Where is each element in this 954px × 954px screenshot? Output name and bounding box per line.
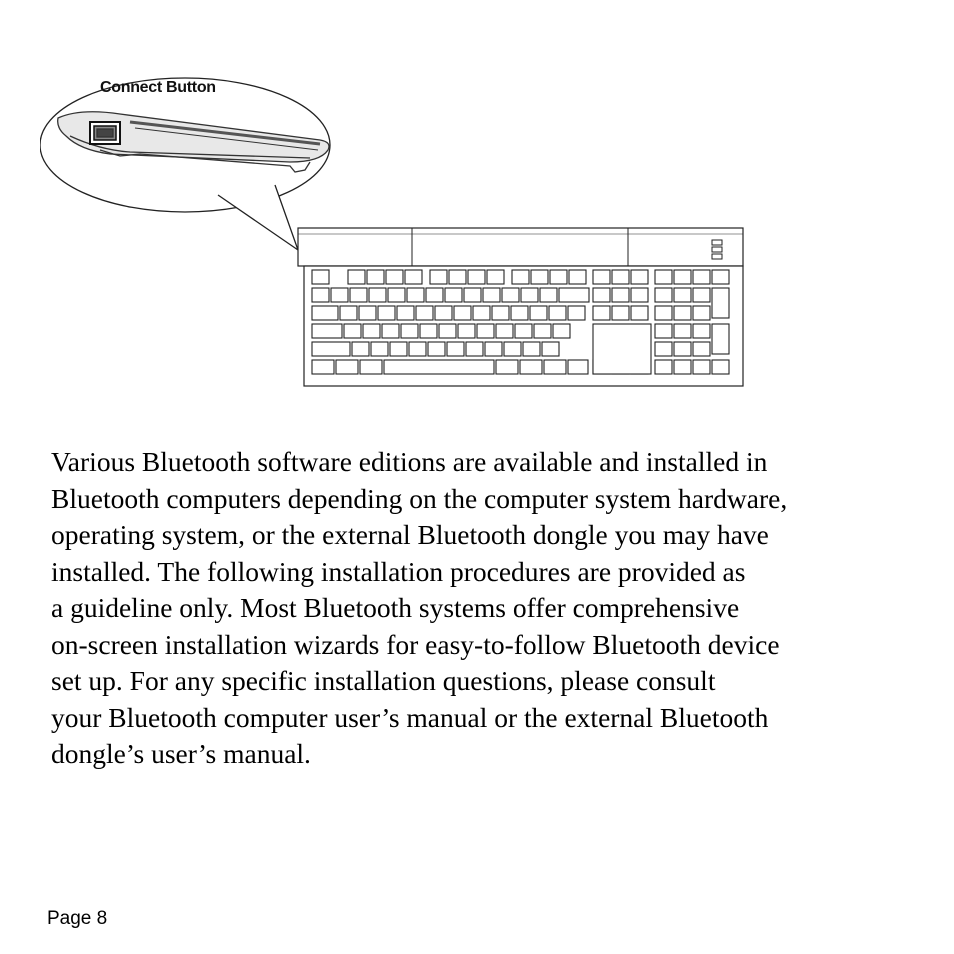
keyboard-key	[359, 306, 376, 320]
keyboard-key	[712, 360, 729, 374]
keyboard-key	[473, 306, 490, 320]
keyboard-key	[612, 288, 629, 302]
body-line: set up. For any specific installation questions, please consult	[51, 665, 716, 696]
connect-button-label: Connect Button	[100, 79, 216, 96]
keyboard-key	[612, 306, 629, 320]
keyboard-key	[397, 306, 414, 320]
keyboard-key	[559, 288, 589, 302]
keyboard-key	[352, 342, 369, 356]
callout-tail	[218, 185, 298, 250]
body-line: dongle’s user’s manual.	[51, 738, 311, 769]
keyboard-key	[477, 324, 494, 338]
keyboard-key	[439, 324, 456, 338]
keyboard-key	[693, 288, 710, 302]
body-line: a guideline only. Most Bluetooth systems offer comprehensive	[51, 592, 740, 623]
keyboard-key	[712, 324, 729, 354]
keyboard-key	[348, 270, 365, 284]
keyboard-key	[485, 342, 502, 356]
keyboard-key	[416, 306, 433, 320]
keyboard-key	[531, 270, 548, 284]
keyboard-key	[550, 270, 567, 284]
keyboard-key	[655, 324, 672, 338]
keyboard-key	[312, 342, 350, 356]
keyboard-key	[674, 270, 691, 284]
keyboard-key	[428, 342, 445, 356]
body-line: Various Bluetooth software editions are available and installed in	[51, 446, 768, 477]
keyboard-key	[496, 360, 518, 374]
keyboard-key	[312, 360, 334, 374]
keyboard-key	[502, 288, 519, 302]
keyboard-key	[631, 288, 648, 302]
keyboard-key	[384, 360, 494, 374]
keyboard-key	[523, 342, 540, 356]
keyboard-key	[712, 270, 729, 284]
keyboard-key	[369, 288, 386, 302]
body-line: operating system, or the external Bluetooth dongle you may have	[51, 519, 769, 550]
keyboard-key	[674, 288, 691, 302]
body-line: Bluetooth computers depending on the computer system hardware,	[51, 482, 788, 514]
keyboard-key	[693, 270, 710, 284]
keyboard-figure	[40, 70, 760, 400]
keyboard-key	[534, 324, 551, 338]
keyboard-key	[593, 288, 610, 302]
keyboard-key	[464, 288, 481, 302]
keyboard-key	[612, 270, 629, 284]
keyboard-key	[530, 306, 547, 320]
keyboard-key	[504, 342, 521, 356]
keyboard-key	[344, 324, 361, 338]
keyboard-key	[445, 288, 462, 302]
keyboard-key	[511, 306, 528, 320]
keyboard-key	[631, 306, 648, 320]
keyboard-key	[568, 360, 588, 374]
keyboard-key	[435, 306, 452, 320]
keyboard-key	[487, 270, 504, 284]
keyboard-key	[340, 306, 357, 320]
keyboard-key	[401, 324, 418, 338]
keyboard-key	[521, 288, 538, 302]
keyboard-key	[363, 324, 380, 338]
keyboard-key	[549, 306, 566, 320]
keyboard-key	[454, 306, 471, 320]
keyboard-key	[312, 288, 329, 302]
keyboard-key	[466, 342, 483, 356]
keyboard-key	[655, 342, 672, 356]
keyboard-key	[553, 324, 570, 338]
keyboard-key	[458, 324, 475, 338]
keyboard-key	[426, 288, 443, 302]
keyboard-key	[409, 342, 426, 356]
keyboard-key	[544, 360, 566, 374]
keyboard-top-view	[298, 228, 743, 386]
keyboard-key	[540, 288, 557, 302]
keyboard-key	[655, 360, 672, 374]
keyboard-key	[712, 288, 729, 318]
keyboard-key	[405, 270, 422, 284]
keyboard-key	[568, 306, 585, 320]
keyboard-key	[674, 324, 691, 338]
keyboard-key	[496, 324, 513, 338]
keyboard-key	[483, 288, 500, 302]
keyboard-key	[693, 342, 710, 356]
page-number: Page 8	[47, 908, 108, 929]
keyboard-key	[336, 360, 358, 374]
keyboard-key	[312, 324, 342, 338]
keyboard-key	[693, 360, 710, 374]
keyboard-key	[420, 324, 437, 338]
keyboard-key	[593, 306, 610, 320]
keyboard-key	[430, 270, 447, 284]
keyboard-illustration	[40, 70, 760, 400]
keyboard-key	[468, 270, 485, 284]
keyboard-key	[655, 288, 672, 302]
keyboard-key	[512, 270, 529, 284]
keyboard-key	[388, 288, 405, 302]
keyboard-key	[390, 342, 407, 356]
keyboard-key	[693, 324, 710, 338]
body-paragraph	[51, 444, 911, 773]
body-line: your Bluetooth computer user’s manual or the external Bluetooth	[51, 701, 769, 733]
keyboard-key	[655, 270, 672, 284]
keyboard-key	[593, 324, 651, 374]
keyboard-key	[631, 270, 648, 284]
keyboard-key	[674, 360, 691, 374]
keyboard-key	[542, 342, 559, 356]
body-line: on-screen installation wizards for easy-to-follow Bluetooth device	[51, 628, 780, 660]
keyboard-key	[386, 270, 403, 284]
keyboard-key	[378, 306, 395, 320]
keyboard-key	[331, 288, 348, 302]
keyboard-key	[693, 306, 710, 320]
keyboard-key	[593, 270, 610, 284]
keyboard-key	[492, 306, 509, 320]
keyboard-key	[674, 342, 691, 356]
keyboard-key	[447, 342, 464, 356]
keyboard-key	[360, 360, 382, 374]
keyboard-key	[371, 342, 388, 356]
keyboard-key	[655, 306, 672, 320]
keyboard-key	[382, 324, 399, 338]
keyboard-key	[407, 288, 424, 302]
keyboard-key	[569, 270, 586, 284]
body-line: installed. The following installation procedures are provided as	[51, 555, 746, 587]
keyboard-key	[449, 270, 466, 284]
keyboard-key	[674, 306, 691, 320]
keyboard-key	[350, 288, 367, 302]
keyboard-key	[515, 324, 532, 338]
keyboard-key	[312, 270, 329, 284]
keyboard-key	[520, 360, 542, 374]
keyboard-key	[312, 306, 338, 320]
keyboard-key	[367, 270, 384, 284]
